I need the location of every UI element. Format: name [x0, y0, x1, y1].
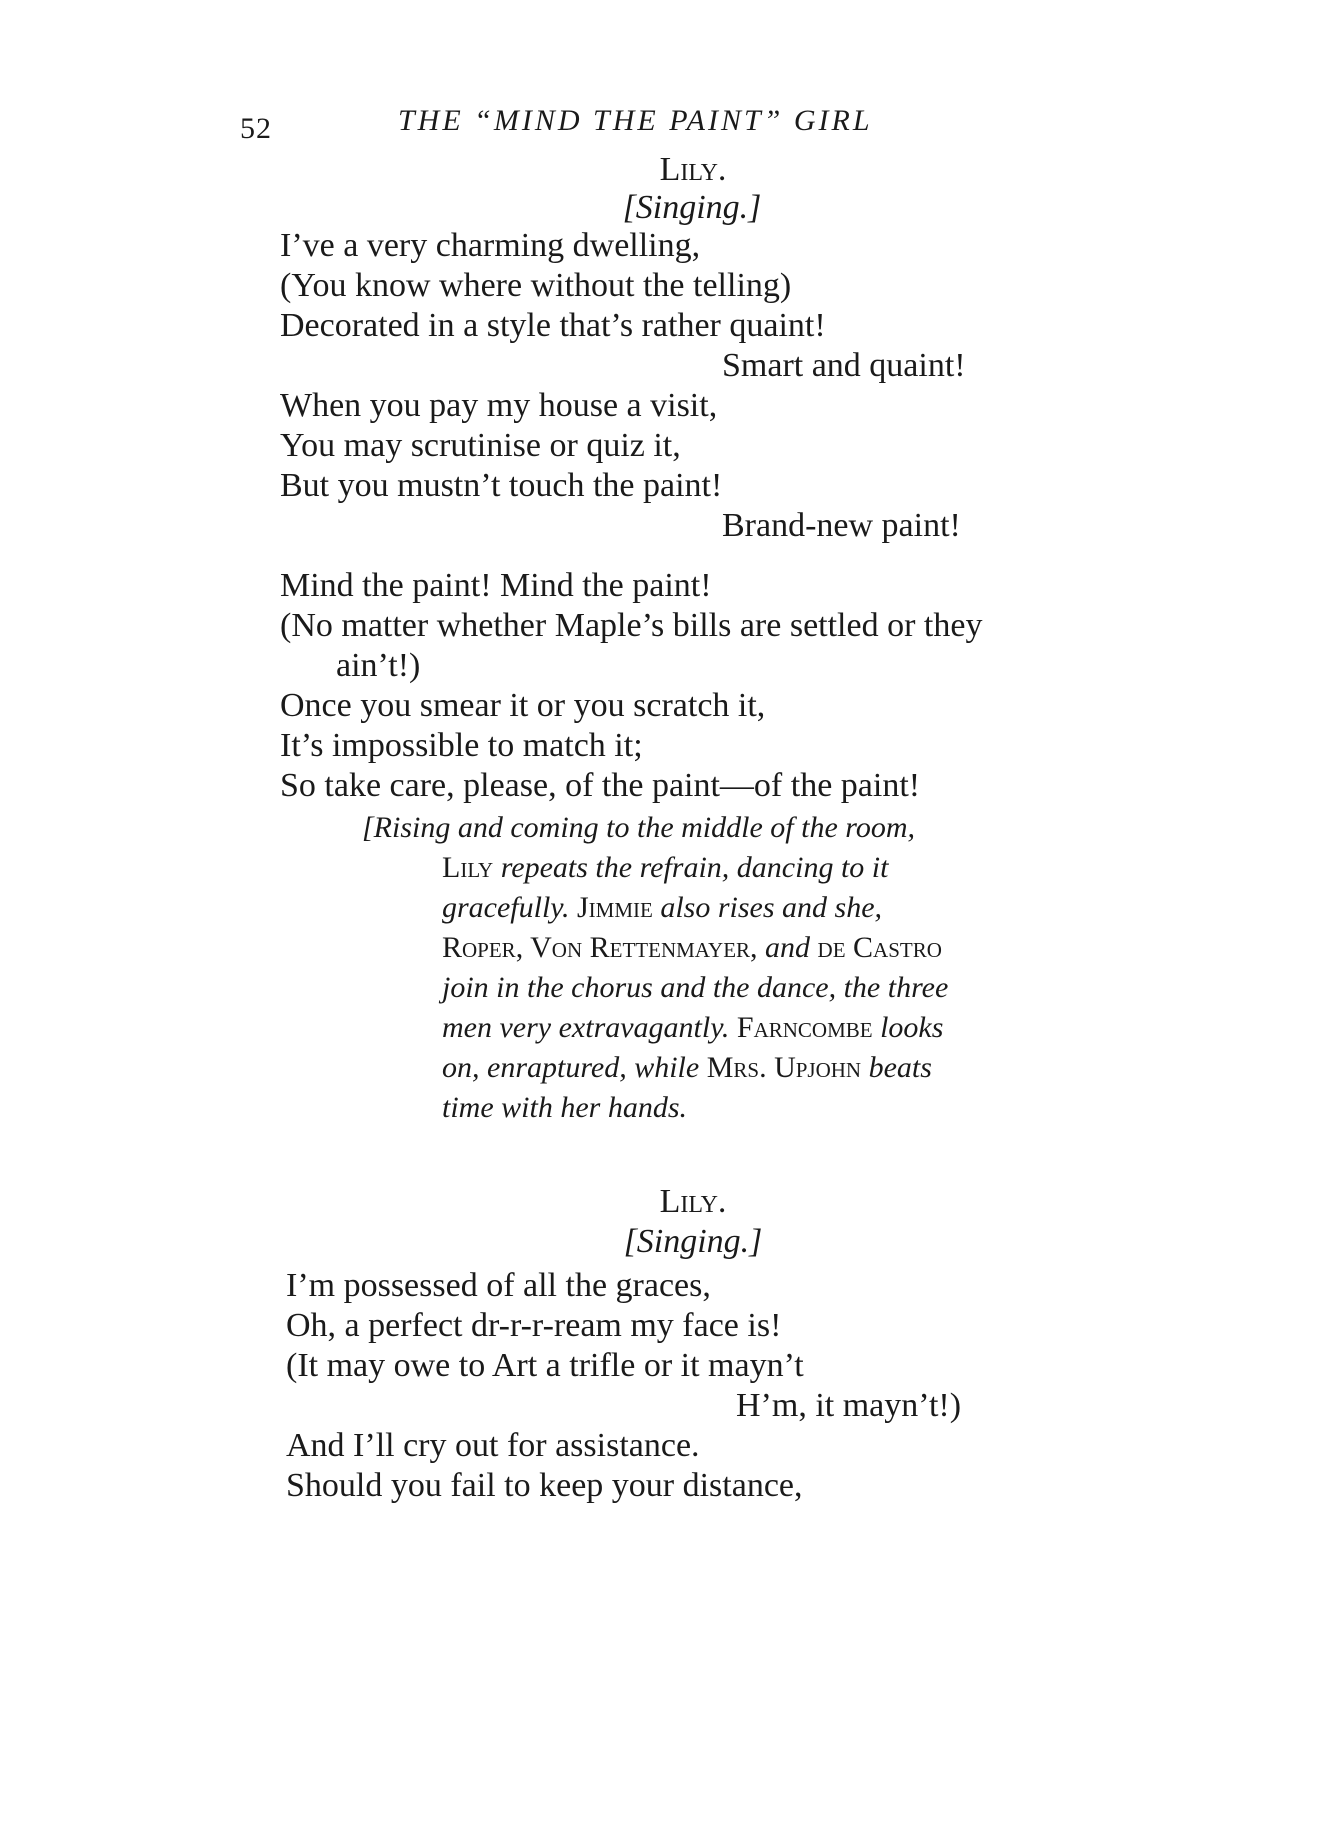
verse-line: Oh, a perfect dr-r-r-ream my face is!	[286, 1307, 782, 1344]
verse-line: But you mustn’t touch the paint!	[280, 467, 723, 504]
character-name: Roper, Von Rettenmayer,	[442, 931, 758, 964]
verse-line: H’m, it mayn’t!)	[736, 1387, 962, 1424]
verse-line: Brand-new paint!	[722, 507, 961, 544]
chorus-line: Once you smear it or you scratch it,	[280, 687, 766, 724]
stage-direction-line	[442, 1048, 932, 1088]
verse-line: You may scrutinise or quiz it,	[280, 427, 681, 464]
direction-text: gracefully.	[442, 891, 577, 924]
character-name: Jimmie	[576, 891, 653, 924]
chorus-line: ain’t!)	[336, 647, 421, 684]
direction-text: and	[757, 931, 818, 964]
stage-direction-line	[442, 888, 882, 928]
speaker-name: Lily.	[659, 151, 727, 188]
verse-line: And I’ll cry out for assistance.	[286, 1427, 700, 1464]
direction-text: looks	[872, 1011, 944, 1044]
stage-direction-line	[442, 1008, 943, 1048]
character-name: Farncombe	[736, 1011, 873, 1044]
page-number: 52	[240, 112, 272, 145]
stage-direction-line	[442, 848, 888, 888]
character-name: Mrs. Upjohn	[706, 1051, 862, 1084]
direction-text: repeats the refrain, dancing to it	[493, 851, 889, 884]
verse-line: I’m possessed of all the graces,	[286, 1267, 711, 1304]
direction-text: beats	[861, 1051, 932, 1084]
verse-line: I’ve a very charming dwelling,	[280, 227, 701, 264]
verse-line: (It may owe to Art a trifle or it mayn’t	[286, 1347, 804, 1384]
chorus-line: So take care, please, of the paint—of the paint!	[280, 767, 921, 804]
stage-direction: [Singing.]	[622, 189, 762, 226]
chorus-line: It’s impossible to match it;	[280, 727, 643, 764]
stage-direction-line: time with her hands.	[442, 1091, 687, 1124]
speaker-name: Lily.	[659, 1183, 727, 1220]
character-name: de Castro	[817, 931, 942, 964]
chorus-line: Mind the paint! Mind the paint!	[280, 567, 712, 604]
verse-line: Should you fail to keep your distance,	[286, 1467, 803, 1504]
chorus-line: (No matter whether Maple’s bills are settled or they	[280, 607, 983, 644]
stage-direction-line	[442, 928, 942, 968]
verse-line: (You know where without the telling)	[280, 267, 792, 304]
direction-text: also rises and she,	[652, 891, 883, 924]
direction-text: on, enraptured, while	[442, 1051, 707, 1084]
running-title: THE “MIND THE PAINT” GIRL	[398, 104, 873, 137]
verse-line: Smart and quaint!	[722, 347, 966, 384]
verse-line: When you pay my house a visit,	[280, 387, 718, 424]
verse-line: Decorated in a style that’s rather quaint!	[280, 307, 826, 344]
stage-direction-line: [Rising and coming to the middle of the room,	[362, 811, 916, 844]
stage-direction: [Singing.]	[623, 1223, 763, 1260]
character-name: Lily	[442, 851, 494, 884]
stage-direction-line: join in the chorus and the dance, the three	[442, 971, 949, 1004]
direction-text: men very extravagantly.	[442, 1011, 737, 1044]
